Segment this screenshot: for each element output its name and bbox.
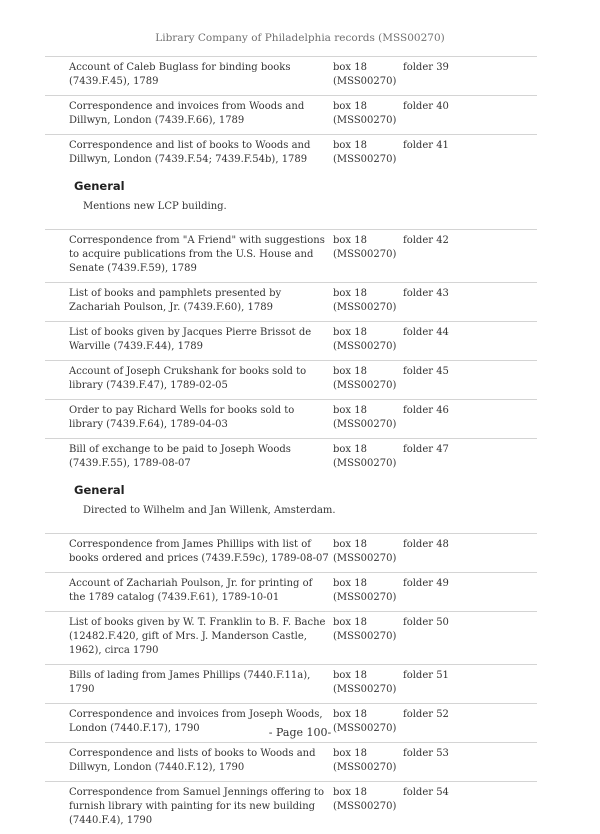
item-title: Correspondence from James Phillips with list of books ordered and prices (7439.F.59c), 1789-08-07	[69, 539, 329, 564]
container-row	[45, 134, 537, 173]
box-number: box 18	[333, 366, 367, 377]
folder-number: folder 49	[403, 578, 449, 589]
collection-id: (MSS00270)	[333, 76, 397, 87]
folder-number: folder 48	[403, 539, 449, 550]
collection-id: (MSS00270)	[333, 380, 397, 391]
box-number: box 18	[333, 101, 367, 112]
item-title: Account of Caleb Buglass for binding books (7439.F.45), 1789	[69, 62, 291, 87]
item-title: List of books given by Jacques Pierre Brissot de Warville (7439.F.44), 1789	[69, 327, 312, 352]
item-title: Correspondence and invoices from Woods and Dillwyn, London (7439.F.66), 1789	[69, 101, 305, 126]
item-location	[333, 538, 403, 566]
folder-number: folder 53	[403, 748, 449, 759]
box-number: box 18	[333, 617, 367, 628]
item-location	[333, 747, 403, 775]
folder-number: folder 39	[403, 62, 449, 73]
collection-id: (MSS00270)	[333, 762, 397, 773]
item-location	[333, 786, 403, 828]
collection-id: (MSS00270)	[333, 249, 397, 260]
collection-id: (MSS00270)	[333, 801, 397, 812]
box-number: box 18	[333, 539, 367, 550]
item-title: Account of Joseph Crukshank for books sold to library (7439.F.47), 1789-02-05	[69, 366, 307, 391]
box-number: box 18	[333, 787, 367, 798]
box-number: box 18	[333, 235, 367, 246]
collection-id: (MSS00270)	[333, 592, 397, 603]
collection-id: (MSS00270)	[333, 419, 397, 430]
collection-id: (MSS00270)	[333, 553, 397, 564]
container-row	[45, 95, 537, 134]
container-row	[45, 533, 537, 572]
box-number: box 18	[333, 444, 367, 455]
collection-id: (MSS00270)	[333, 302, 397, 313]
folder-number: folder 44	[403, 327, 449, 338]
item-title: Correspondence and lists of books to Woods and Dillwyn, London (7440.F.12), 1790	[69, 748, 316, 773]
item-location	[333, 577, 403, 605]
container-row	[45, 664, 537, 703]
note-heading: General	[74, 483, 125, 497]
collection-id: (MSS00270)	[333, 154, 397, 165]
item-location	[333, 616, 403, 658]
folder-number: folder 51	[403, 670, 449, 681]
item-title: Correspondence and list of books to Woods and Dillwyn, London (7439.F.54; 7439.F.54b), 1789	[69, 140, 311, 165]
item-location	[333, 100, 403, 128]
item-location	[333, 234, 403, 276]
box-number: box 18	[333, 748, 367, 759]
container-row	[45, 360, 537, 399]
box-number: box 18	[333, 670, 367, 681]
container-row	[45, 56, 537, 95]
item-title: Bill of exchange to be paid to Joseph Woods (7439.F.55), 1789-08-07	[69, 444, 291, 469]
collection-id: (MSS00270)	[333, 684, 397, 695]
container-row	[45, 321, 537, 360]
note-heading: General	[74, 179, 125, 193]
box-number: box 18	[333, 288, 367, 299]
folder-number: folder 47	[403, 444, 449, 455]
container-row	[45, 282, 537, 321]
item-title: List of books given by W. T. Franklin to B. F. Bache (12482.F.420, gift of Mrs. J. Manderson Castle, 1962), circa 1790	[69, 617, 326, 656]
box-number: box 18	[333, 578, 367, 589]
container-row	[45, 438, 537, 477]
folder-number: folder 41	[403, 140, 449, 151]
folder-number: folder 45	[403, 366, 449, 377]
collection-id: (MSS00270)	[333, 115, 397, 126]
running-header: Library Company of Philadelphia records (MSS00270)	[155, 32, 445, 44]
item-location	[333, 326, 403, 354]
item-title: Correspondence and invoices from Joseph Woods, London (7440.F.17), 1790	[69, 709, 323, 734]
item-location	[333, 139, 403, 167]
item-title: List of books and pamphlets presented by Zachariah Poulson, Jr. (7439.F.60), 1789	[69, 288, 282, 313]
container-row	[45, 742, 537, 781]
page-number: - Page 100-	[268, 726, 332, 739]
collection-id: (MSS00270)	[333, 723, 397, 734]
item-location	[333, 669, 403, 697]
box-number: box 18	[333, 327, 367, 338]
container-row	[45, 399, 537, 438]
container-row	[45, 229, 537, 282]
item-title: Bills of lading from James Phillips (7440.F.11a), 1790	[69, 670, 311, 695]
folder-number: folder 54	[403, 787, 449, 798]
box-number: box 18	[333, 709, 367, 720]
collection-id: (MSS00270)	[333, 631, 397, 642]
item-location	[333, 443, 403, 471]
item-title: Order to pay Richard Wells for books sold to library (7439.F.64), 1789-04-03	[69, 405, 295, 430]
item-title: Correspondence from Samuel Jennings offering to furnish library with painting for its new building (7440.F.4), 1790	[69, 787, 325, 826]
folder-number: folder 42	[403, 235, 449, 246]
folder-number: folder 52	[403, 709, 449, 720]
container-row	[45, 611, 537, 664]
box-number: box 18	[333, 62, 367, 73]
item-title: Correspondence from "A Friend" with suggestions to acquire publications from the U.S. House and Senate (7439.F.59), 1789	[69, 235, 325, 274]
collection-id: (MSS00270)	[333, 341, 397, 352]
folder-number: folder 43	[403, 288, 449, 299]
note-text: Directed to Wilhelm and Jan Willenk, Amsterdam.	[83, 505, 336, 516]
item-title: Account of Zachariah Poulson, Jr. for printing of the 1789 catalog (7439.F.61), 1789-10-01	[69, 578, 313, 603]
folder-number: folder 40	[403, 101, 449, 112]
item-location	[333, 404, 403, 432]
item-location	[333, 365, 403, 393]
item-location	[333, 61, 403, 89]
container-row	[45, 572, 537, 611]
item-location	[333, 287, 403, 315]
collection-id: (MSS00270)	[333, 458, 397, 469]
container-row	[45, 781, 537, 834]
box-number: box 18	[333, 140, 367, 151]
folder-number: folder 50	[403, 617, 449, 628]
container-list	[45, 56, 537, 834]
folder-number: folder 46	[403, 405, 449, 416]
note-text: Mentions new LCP building.	[83, 201, 227, 212]
box-number: box 18	[333, 405, 367, 416]
